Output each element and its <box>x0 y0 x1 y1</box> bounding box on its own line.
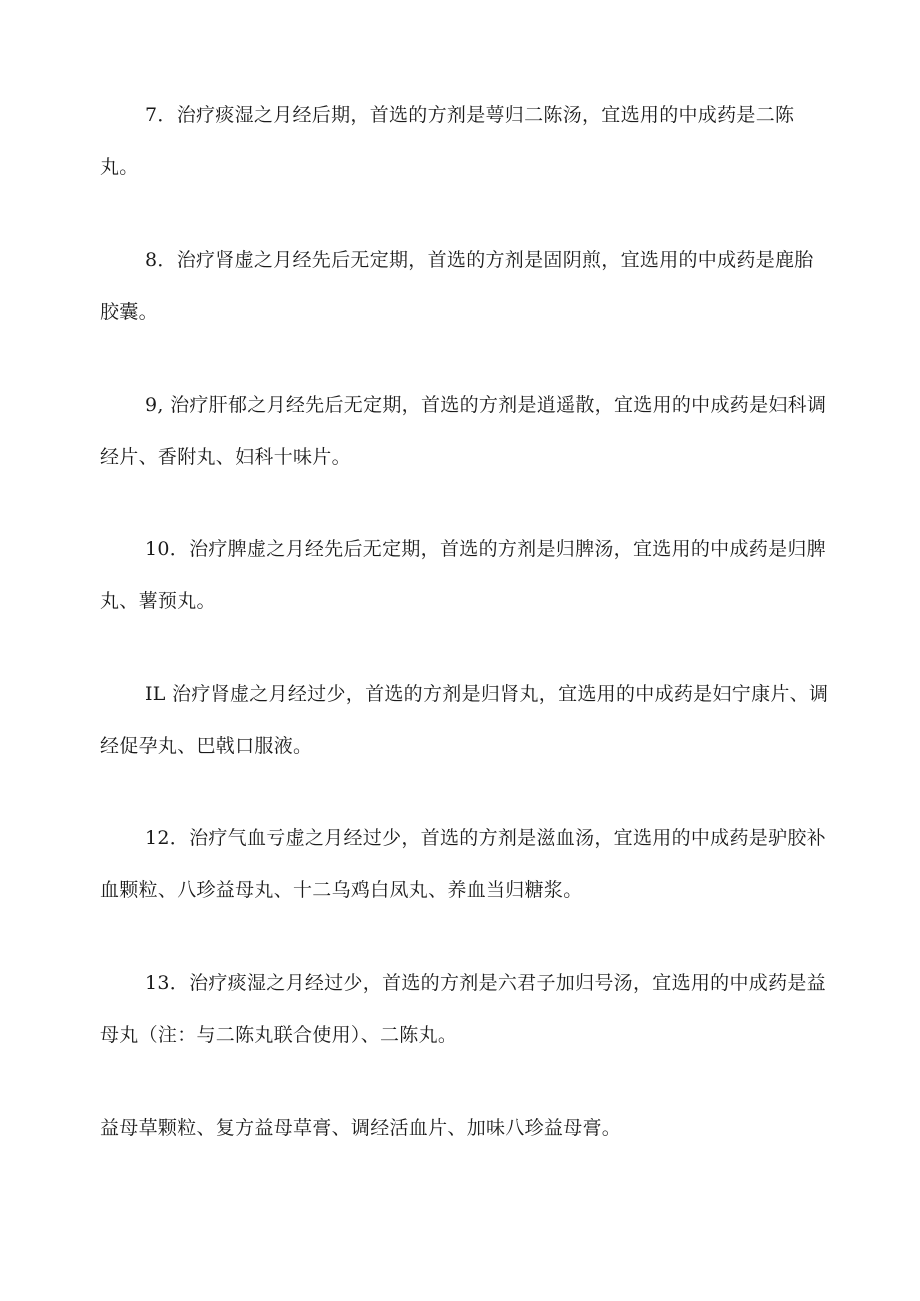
paragraph-item-13: 13．治疗痰湿之月经过少，首选的方剂是六君子加归号汤，宜选用的中成药是益母丸（注：与二陈丸联合使用）、二陈丸。 <box>100 972 826 1046</box>
paragraph-continuation: 益母草颗粒、复方益母草膏、调经活血片、加味八珍益母膏。 <box>100 1117 622 1139</box>
paragraph-item-12: 12．治疗气血亏虚之月经过少，首选的方剂是滋血汤，宜选用的中成药是驴胶补血颗粒、八珍益母丸、十二乌鸡白凤丸、养血当归糖浆。 <box>100 827 826 901</box>
paragraph-item-8: 8．治疗肾虚之月经先后无定期，首选的方剂是固阴煎，宜选用的中成药是鹿胎胶囊。 <box>100 249 814 323</box>
paragraph-item-9: 9, 治疗肝郁之月经先后无定期，首选的方剂是逍遥散，宜选用的中成药是妇科调经片、香附丸、妇科十味片。 <box>100 394 827 468</box>
paragraph-item-10: 10．治疗脾虚之月经先后无定期，首选的方剂是归脾汤，宜选用的中成药是归脾丸、薯预丸。 <box>100 538 826 612</box>
paragraph-item-7: 7．治疗痰湿之月经后期，首选的方剂是萼归二陈汤，宜选用的中成药是二陈丸。 <box>100 104 795 178</box>
paragraph-item-11: IL 治疗肾虚之月经过少，首选的方剂是归肾丸，宜选用的中成药是妇宁康片、调经促孕丸、巴戟口服液。 <box>100 683 829 757</box>
